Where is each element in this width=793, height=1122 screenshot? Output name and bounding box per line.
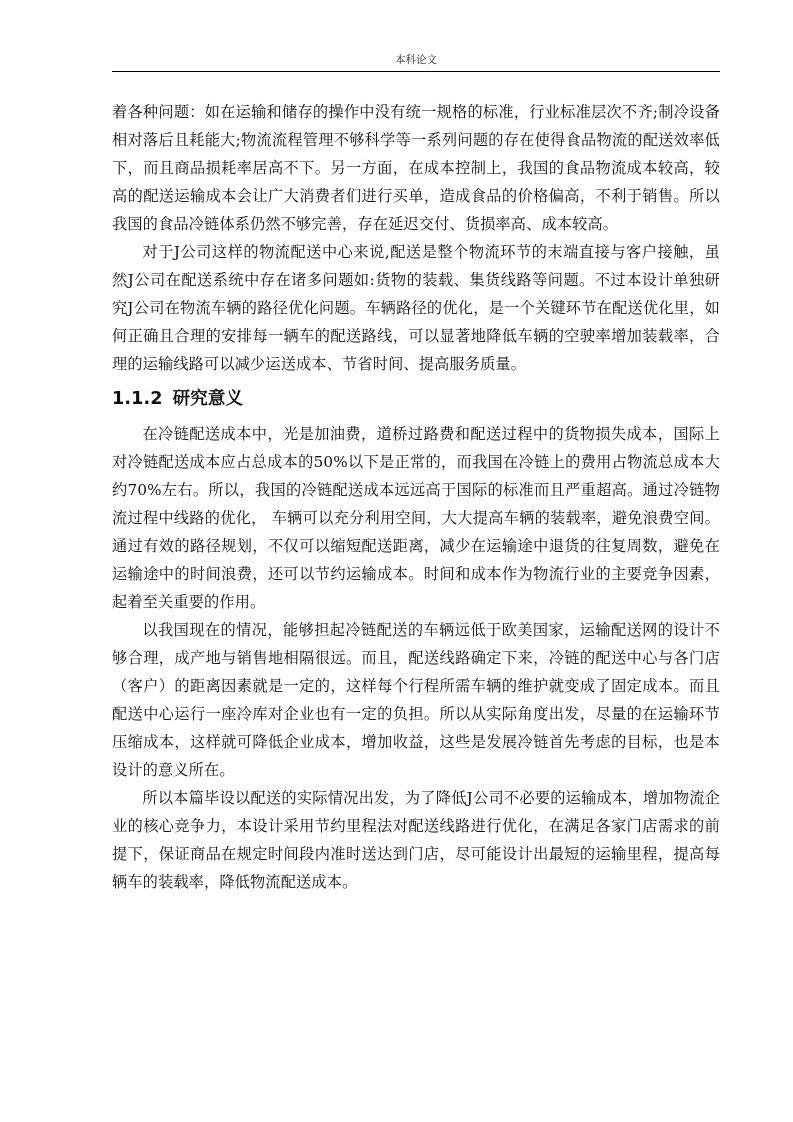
section-heading: [112, 384, 720, 414]
paragraph-2: 对于J公司这样的物流配送中心来说,配送是整个物流环节的末端直接与客户接触，虽然J公司在配送系统中存在诸多问题如:货物的装载、集货线路等问题。不过本设计单独研究J公司在物流车辆的路径优化问题。车辆路径的优化，是一个关键环节在配送优化里，如何正确且合理的安排每一辆车的配送路线，可以显著地降低车辆的空驶率增加装载率，合理的运输线路可以减少运送成本、节省时间、提高服务质量。: [112, 243, 720, 373]
paragraph-5: 所以本篇毕设以配送的实际情况出发，为了降低J公司不必要的运输成本，增加物流企业的核心竞争力，本设计采用节约里程法对配送线路进行优化，在满足各家门店需求的前提下，保证商品在规定时间段内准时送达到门店，尽可能设计出最短的运输里程，提高每辆车的装载率，降低物流配送成本。: [112, 789, 720, 891]
paragraph-3: 在冷链配送成本中，光是加油费，道桥过路费和配送过程中的货物损失成本，国际上对冷链配送成本应占总成本的50%以下是正常的，而我国在冷链上的费用占物流总成本大约70%左右。所以，我国的冷链配送成本远远高于国际的标准而且严重超高。通过冷链物流过程中线路的优化， 车辆可以充分利用空间，大大提高车辆的装载率，避免浪费空间。通过有效的路径规划，不仅可以缩短配送距离，减少在运输途中退货的往复周数，避免在运输途中的时间浪费，还可以节约运输成本。时间和成本作为物流行业的主要竞争因素，起着至关重要的作用。: [112, 425, 720, 611]
header-title: 本科论文: [395, 54, 437, 66]
paragraph-4: 以我国现在的情况，能够担起冷链配送的车辆远低于欧美国家，运输配送网的设计不够合理，成产地与销售地相隔很远。而且，配送线路确定下来，冷链的配送中心与各门店（客户）的距离因素就是一定的，这样每个行程所需车辆的维护就变成了固定成本。而且配送中心运行一座冷库对企业也有一定的负担。所以从实际角度出发，尽量的在运输环节压缩成本，这样就可降低企业成本，增加收益，这些是发展冷链首先考虑的目标，也是本设计的意义所在。: [112, 621, 720, 779]
paragraph-1: 着各种问题：如在运输和储存的操作中没有统一规格的标准，行业标准层次不齐;制冷设备相对落后且耗能大;物流流程管理不够科学等一系列问题的存在使得食品物流的配送效率低下，而且商品损耗率居高不下。另一方面，在成本控制上，我国的食品物流成本较高，较高的配送运输成本会让广大消费者们进行买单，造成食品的价格偏高，不利于销售。所以我国的食品冷链体系仍然不够完善，存在延迟交付、货损率高、成本较高。: [112, 103, 720, 233]
document-body: [112, 98, 720, 896]
section-number: 1.1.2: [112, 389, 163, 409]
page-header: [112, 53, 720, 67]
section-title: 研究意义: [172, 389, 244, 409]
header-rule: [112, 71, 720, 72]
